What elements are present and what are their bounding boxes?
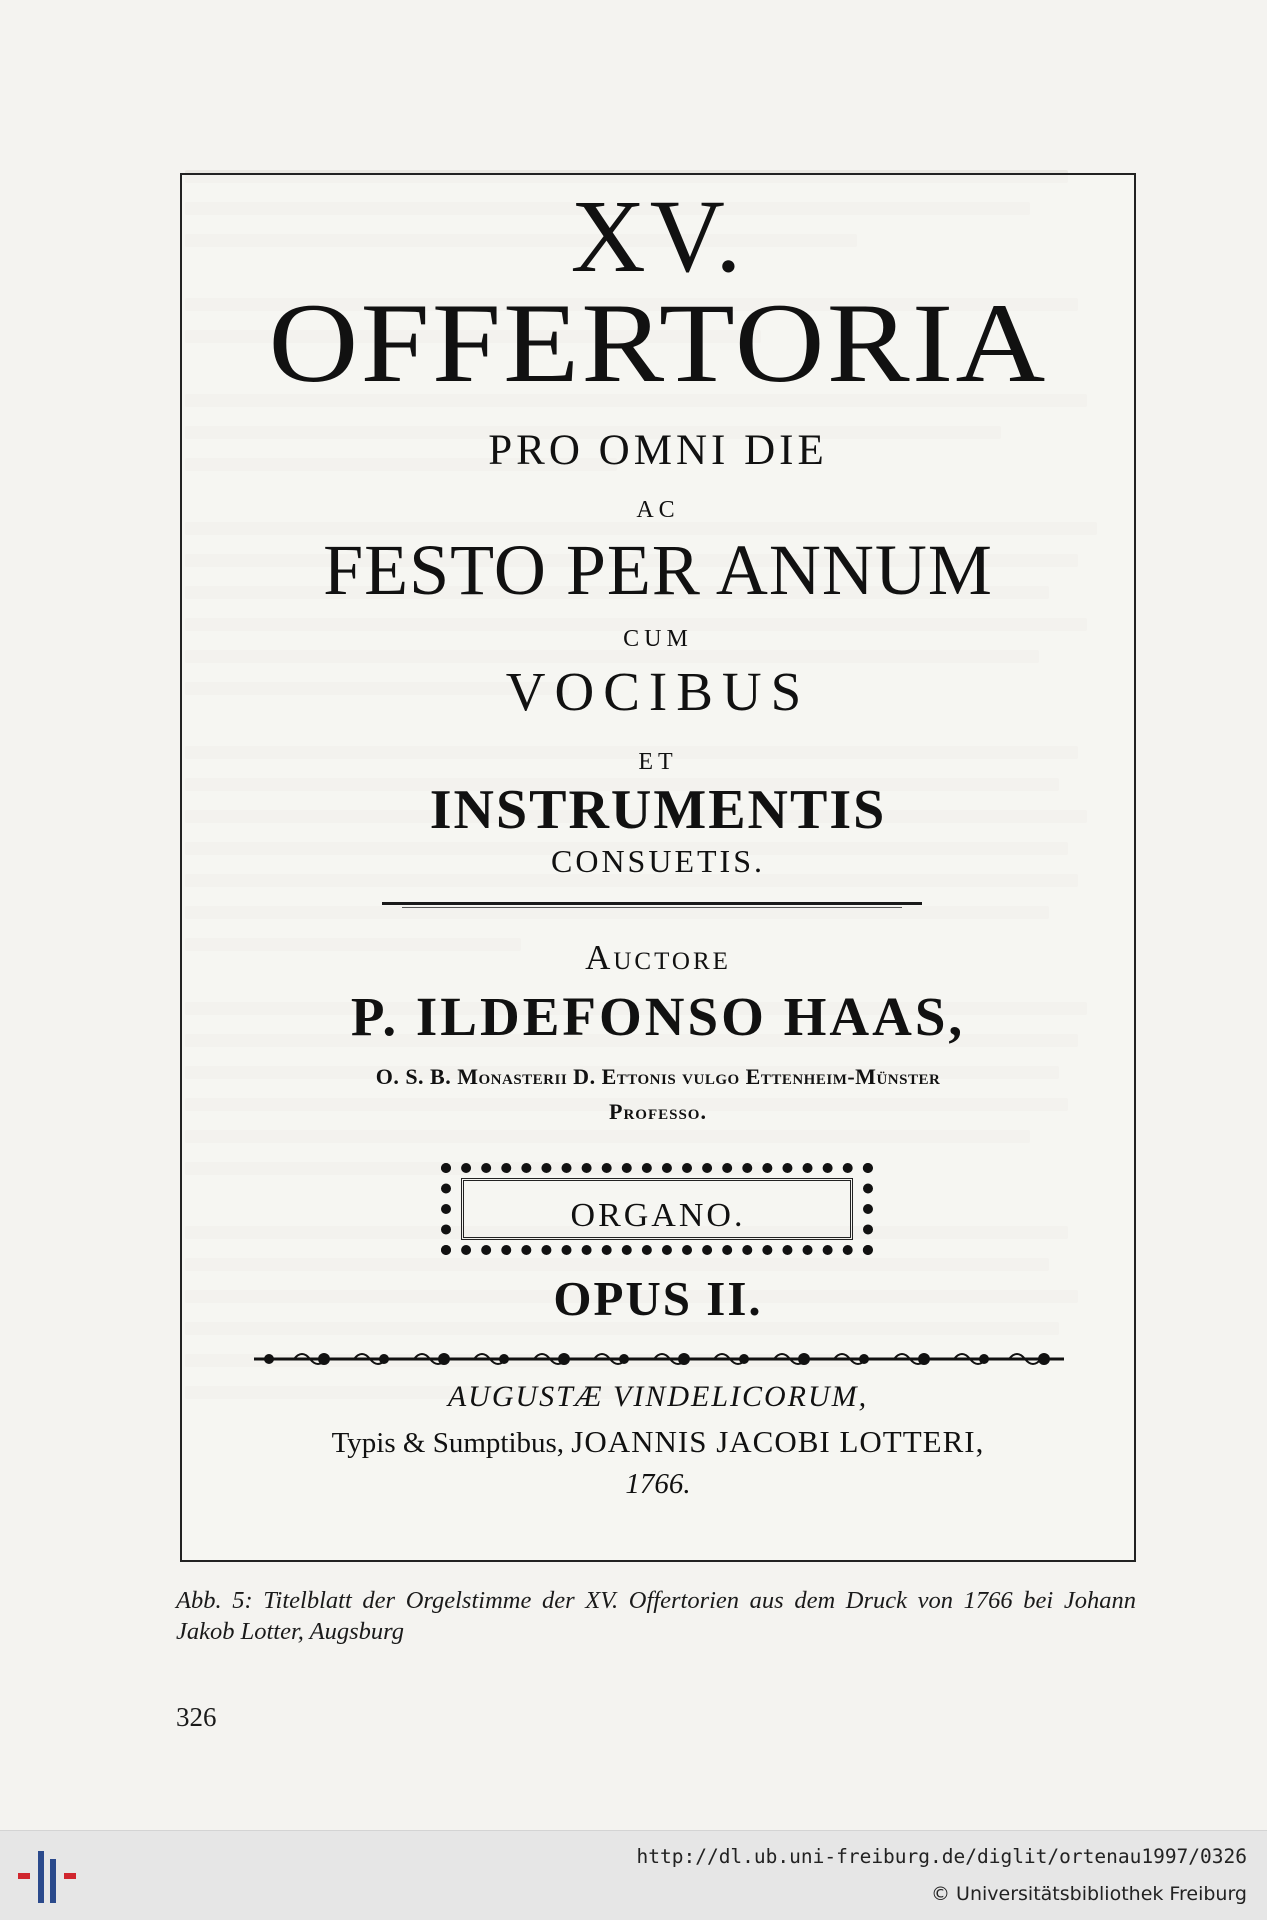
ub-freiburg-logo-icon[interactable]: [16, 1849, 80, 1905]
imprint-printer-name: JOANNIS JACOBI LOTTERI,: [571, 1424, 985, 1459]
title-page-facsimile: [180, 173, 1136, 1562]
part-name: ORGANO.: [570, 1197, 746, 1234]
viewer-footer: [0, 1830, 1267, 1920]
imprint-printer: [182, 1424, 1134, 1460]
title-line-festo: FESTO PER ANNUM: [323, 530, 993, 610]
source-url-link[interactable]: http://dl.ub.uni-freiburg.de/diglit/ortenau1997/0326: [636, 1845, 1247, 1868]
title-line-et: ET: [638, 749, 678, 775]
title-main: OFFERTORIA: [268, 281, 1048, 406]
title-line-ac: AC: [636, 497, 680, 523]
title-divider-rule: [382, 902, 922, 905]
title-line-instrumentis: INSTRUMENTIS: [429, 779, 887, 841]
title-line-pro-omni-die: PRO OMNI DIE: [488, 427, 828, 474]
title-line-consuetis: CONSUETIS.: [550, 843, 765, 879]
author-name: P. ILDEFONSO HAAS,: [350, 986, 966, 1047]
copyright-notice: © Universitätsbibliothek Freiburg: [931, 1883, 1247, 1905]
page-number: 326: [176, 1702, 217, 1732]
title-line-cum: CUM: [623, 626, 693, 652]
ornamental-vine-rule: [254, 1347, 1064, 1371]
opus-number: OPUS II.: [553, 1271, 763, 1326]
figure-caption: Abb. 5: Titelblatt der Orgelstimme der XV. Offertorien aus dem Druck von 1766 bei Johann Jakob Lotter, Augsburg: [176, 1587, 1136, 1645]
imprint-place: AUGUSTÆ VINDELICORUM,: [447, 1380, 869, 1413]
auctore-label: Auctore: [585, 938, 731, 977]
title-divider-rule-thin: [402, 907, 902, 908]
author-affiliation: O. S. B. Monasterii D. Ettonis vulgo Ettenheim-Münster: [375, 1064, 941, 1089]
imprint-year: 1766.: [625, 1468, 691, 1500]
title-line-vocibus: VOCIBUS: [505, 661, 811, 722]
title-numeral: XV.: [570, 179, 746, 294]
imprint-printer-prefix: Typis & Sumptibus,: [331, 1427, 565, 1459]
professo-label: Professo.: [609, 1099, 707, 1124]
